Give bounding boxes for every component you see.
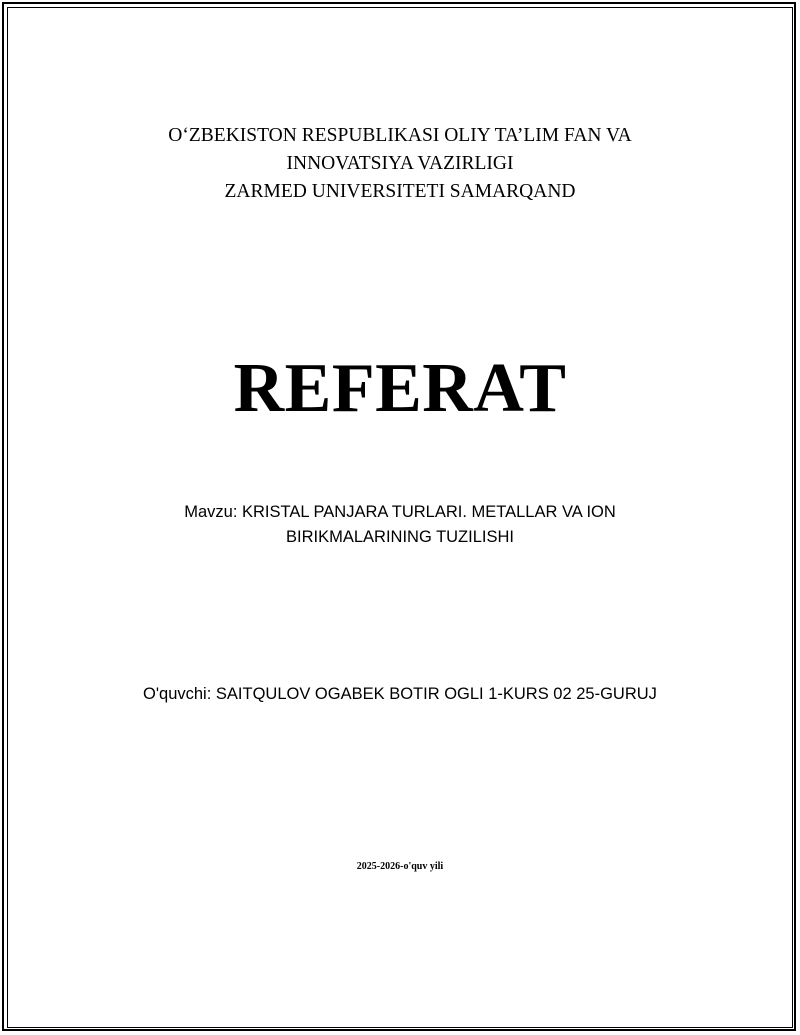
university-name: ZARMED UNIVERSITETI SAMARQAND <box>224 181 576 202</box>
academic-year: 2025-2026-o'quv yili <box>356 861 444 872</box>
document-title: REFERAT <box>233 350 567 427</box>
ministry-line-2: INNOVATSIYA VAZIRLIGI <box>286 153 514 174</box>
student-info: O'quvchi: SAITQULOV OGABEK BOTIR OGLI 1-KURS 02 25-GURUJ <box>143 685 657 703</box>
topic-block <box>0 500 800 550</box>
topic-line-1: Mavzu: KRISTAL PANJARA TURLARI. METALLAR VA ION <box>184 503 616 521</box>
topic-line-2: BIRIKMALARINING TUZILISHI <box>286 528 514 546</box>
ministry-line-1: O‘ZBEKISTON RESPUBLIKASI OLIY TA’LIM FAN VA <box>168 125 632 146</box>
ministry-header <box>0 122 800 206</box>
